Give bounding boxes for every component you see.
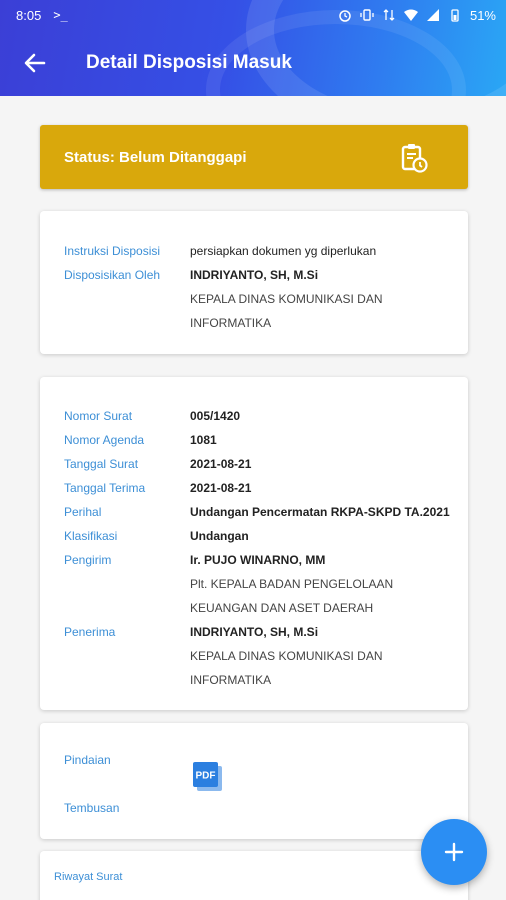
perihal-value: Undangan Pencermatan RKPA-SKPD TA.2021 <box>190 505 450 519</box>
perihal-label: Perihal <box>64 505 102 519</box>
signal-icon <box>426 8 440 22</box>
data-arrows-icon <box>382 8 396 22</box>
penerima-title-1: KEPALA DINAS KOMUNIKASI DAN <box>190 649 383 663</box>
pdf-file-icon[interactable] <box>192 761 224 793</box>
tanggal-surat-value: 2021-08-21 <box>190 457 252 471</box>
status-icons <box>338 8 496 23</box>
tanggal-terima-value: 2021-08-21 <box>190 481 252 495</box>
app-bar <box>0 30 506 96</box>
pengirim-title-2: KEUANGAN DAN ASET DAERAH <box>190 601 374 615</box>
pindaian-label: Pindaian <box>64 753 111 767</box>
clipboard-clock-icon <box>400 143 428 173</box>
terminal-icon: >_ <box>53 8 68 22</box>
wifi-icon <box>404 8 418 22</box>
nomor-surat-label: Nomor Surat <box>64 409 133 423</box>
surat-detail-card <box>40 377 468 710</box>
riwayat-card <box>40 851 468 900</box>
nomor-agenda-label: Nomor Agenda <box>64 433 145 447</box>
penerima-title-2: INFORMATIKA <box>190 673 272 687</box>
nomor-surat-value: 005/1420 <box>190 409 241 423</box>
instruksi-value: persiapkan dokumen yg diperlukan <box>190 244 377 258</box>
pengirim-label: Pengirim <box>64 553 112 567</box>
tanggal-terima-label: Tanggal Terima <box>64 481 146 495</box>
disposisikan-oleh-label: Disposisikan Oleh <box>64 268 161 282</box>
pengirim-name: Ir. PUJO WINARNO, MM <box>190 553 326 567</box>
alarm-icon <box>338 8 352 22</box>
klasifikasi-label: Klasifikasi <box>64 529 118 543</box>
plus-icon <box>444 842 464 862</box>
pdf-icon-label: PDF <box>195 770 216 782</box>
disposisikan-oleh-name: INDRIYANTO, SH, M.Si <box>190 268 319 282</box>
system-status-bar <box>0 0 506 30</box>
battery-icon <box>448 8 462 22</box>
status-time: 8:05 <box>16 7 42 23</box>
status-text: Status: Belum Ditanggapi <box>64 148 247 166</box>
klasifikasi-value: Undangan <box>190 529 249 543</box>
pengirim-title-1: Plt. KEPALA BADAN PENGELOLAAN <box>190 577 394 591</box>
riwayat-label: Riwayat Surat <box>54 871 123 883</box>
disposisikan-oleh-title-1: KEPALA DINAS KOMUNIKASI DAN <box>190 292 383 306</box>
battery-percent: 51% <box>469 7 496 23</box>
content-area <box>0 96 506 900</box>
page-title: Detail Disposisi Masuk <box>86 52 292 73</box>
instruksi-label: Instruksi Disposisi <box>64 244 161 258</box>
status-banner <box>40 125 468 189</box>
penerima-label: Penerima <box>64 625 116 639</box>
tembusan-label: Tembusan <box>64 801 120 815</box>
top-header <box>0 0 506 96</box>
back-button[interactable] <box>0 30 70 96</box>
arrow-left-icon <box>24 52 46 74</box>
tanggal-surat-label: Tanggal Surat <box>64 457 139 471</box>
disposisi-card <box>40 211 468 354</box>
add-fab-button[interactable] <box>421 819 487 885</box>
lampiran-card <box>40 723 468 839</box>
nomor-agenda-value: 1081 <box>190 433 217 447</box>
disposisikan-oleh-title-2: INFORMATIKA <box>190 316 272 330</box>
penerima-name: INDRIYANTO, SH, M.Si <box>190 625 319 639</box>
vibrate-icon <box>360 8 374 22</box>
